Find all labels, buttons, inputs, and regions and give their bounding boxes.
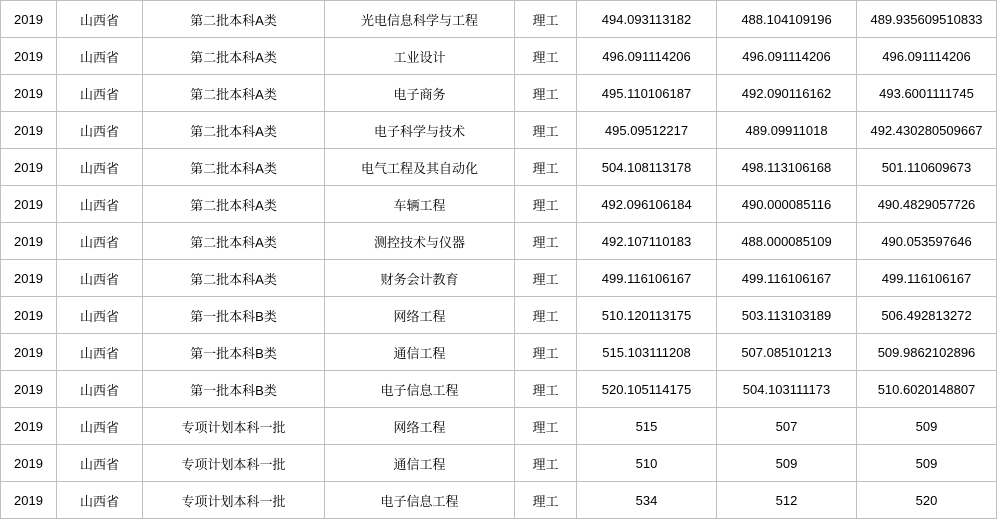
cell-major: 车辆工程: [325, 186, 515, 223]
cell-category: 理工: [515, 186, 577, 223]
cell-category: 理工: [515, 371, 577, 408]
cell-year: 2019: [1, 38, 57, 75]
table-row: [1, 223, 997, 260]
table-row: [1, 371, 997, 408]
table-body: [1, 1, 997, 519]
cell-batch: 专项计划本科一批: [143, 482, 325, 519]
table-row: [1, 482, 997, 519]
table-row: [1, 297, 997, 334]
cell-major: 网络工程: [325, 408, 515, 445]
cell-major: 光电信息科学与工程: [325, 1, 515, 38]
cell-year: 2019: [1, 297, 57, 334]
cell-major: 电子科学与技术: [325, 112, 515, 149]
cell-batch: 专项计划本科一批: [143, 445, 325, 482]
cell-min-score: 488.104109196: [717, 1, 857, 38]
cell-min-score: 504.103111173: [717, 371, 857, 408]
cell-batch: 第二批本科A类: [143, 112, 325, 149]
cell-year: 2019: [1, 149, 57, 186]
cell-province: 山西省: [57, 482, 143, 519]
cell-batch: 第二批本科A类: [143, 149, 325, 186]
cell-province: 山西省: [57, 334, 143, 371]
cell-max-score: 534: [577, 482, 717, 519]
cell-min-score: 507.085101213: [717, 334, 857, 371]
cell-avg-score: 499.116106167: [857, 260, 997, 297]
cell-avg-score: 510.6020148807: [857, 371, 997, 408]
cell-category: 理工: [515, 223, 577, 260]
cell-min-score: 503.113103189: [717, 297, 857, 334]
cell-max-score: 495.110106187: [577, 75, 717, 112]
cell-year: 2019: [1, 482, 57, 519]
cell-province: 山西省: [57, 112, 143, 149]
table-row: [1, 334, 997, 371]
cell-avg-score: 509: [857, 445, 997, 482]
table-row: [1, 408, 997, 445]
cell-year: 2019: [1, 1, 57, 38]
cell-batch: 第一批本科B类: [143, 371, 325, 408]
cell-major: 网络工程: [325, 297, 515, 334]
cell-max-score: 494.093113182: [577, 1, 717, 38]
cell-avg-score: 520: [857, 482, 997, 519]
cell-province: 山西省: [57, 371, 143, 408]
cell-province: 山西省: [57, 445, 143, 482]
cell-year: 2019: [1, 112, 57, 149]
cell-major: 电子信息工程: [325, 482, 515, 519]
cell-province: 山西省: [57, 260, 143, 297]
cell-min-score: 492.090116162: [717, 75, 857, 112]
cell-batch: 第一批本科B类: [143, 297, 325, 334]
cell-major: 工业设计: [325, 38, 515, 75]
cell-category: 理工: [515, 260, 577, 297]
cell-province: 山西省: [57, 38, 143, 75]
cell-avg-score: 489.935609510833: [857, 1, 997, 38]
table-row: [1, 38, 997, 75]
cell-avg-score: 490.053597646: [857, 223, 997, 260]
cell-max-score: 495.09512217: [577, 112, 717, 149]
cell-major: 电子商务: [325, 75, 515, 112]
cell-province: 山西省: [57, 408, 143, 445]
cell-avg-score: 496.091114206: [857, 38, 997, 75]
cell-year: 2019: [1, 223, 57, 260]
cell-min-score: 490.000085116: [717, 186, 857, 223]
cell-avg-score: 492.430280509667: [857, 112, 997, 149]
cell-category: 理工: [515, 445, 577, 482]
cell-category: 理工: [515, 149, 577, 186]
cell-max-score: 515.103111208: [577, 334, 717, 371]
cell-max-score: 499.116106167: [577, 260, 717, 297]
cell-major: 通信工程: [325, 334, 515, 371]
cell-major: 电气工程及其自动化: [325, 149, 515, 186]
cell-batch: 第二批本科A类: [143, 75, 325, 112]
cell-major: 通信工程: [325, 445, 515, 482]
cell-batch: 第二批本科A类: [143, 260, 325, 297]
cell-category: 理工: [515, 75, 577, 112]
cell-min-score: 488.000085109: [717, 223, 857, 260]
table-row: [1, 1, 997, 38]
cell-province: 山西省: [57, 186, 143, 223]
table-row: [1, 445, 997, 482]
cell-min-score: 499.116106167: [717, 260, 857, 297]
table-row: [1, 260, 997, 297]
cell-max-score: 515: [577, 408, 717, 445]
cell-avg-score: 506.492813272: [857, 297, 997, 334]
cell-max-score: 496.091114206: [577, 38, 717, 75]
cell-batch: 第二批本科A类: [143, 186, 325, 223]
cell-year: 2019: [1, 371, 57, 408]
cell-province: 山西省: [57, 149, 143, 186]
cell-category: 理工: [515, 112, 577, 149]
cell-avg-score: 501.110609673: [857, 149, 997, 186]
cell-min-score: 496.091114206: [717, 38, 857, 75]
cell-year: 2019: [1, 186, 57, 223]
cell-major: 电子信息工程: [325, 371, 515, 408]
cell-category: 理工: [515, 297, 577, 334]
table-row: [1, 186, 997, 223]
cell-category: 理工: [515, 334, 577, 371]
cell-province: 山西省: [57, 297, 143, 334]
cell-max-score: 504.108113178: [577, 149, 717, 186]
cell-category: 理工: [515, 482, 577, 519]
cell-min-score: 512: [717, 482, 857, 519]
table-row: [1, 149, 997, 186]
cell-year: 2019: [1, 445, 57, 482]
cell-max-score: 492.107110183: [577, 223, 717, 260]
cell-max-score: 520.105114175: [577, 371, 717, 408]
cell-min-score: 507: [717, 408, 857, 445]
cell-avg-score: 490.4829057726: [857, 186, 997, 223]
cell-max-score: 510.120113175: [577, 297, 717, 334]
cell-batch: 第一批本科B类: [143, 334, 325, 371]
table-row: [1, 112, 997, 149]
cell-avg-score: 509.9862102896: [857, 334, 997, 371]
cell-batch: 第二批本科A类: [143, 1, 325, 38]
cell-major: 财务会计教育: [325, 260, 515, 297]
table-row: [1, 75, 997, 112]
cell-min-score: 498.113106168: [717, 149, 857, 186]
cell-year: 2019: [1, 260, 57, 297]
cell-max-score: 492.096106184: [577, 186, 717, 223]
cell-avg-score: 493.6001111745: [857, 75, 997, 112]
cell-province: 山西省: [57, 75, 143, 112]
cell-batch: 第二批本科A类: [143, 38, 325, 75]
cell-year: 2019: [1, 334, 57, 371]
cell-batch: 专项计划本科一批: [143, 408, 325, 445]
cell-category: 理工: [515, 408, 577, 445]
cell-province: 山西省: [57, 1, 143, 38]
cell-category: 理工: [515, 38, 577, 75]
cell-avg-score: 509: [857, 408, 997, 445]
cell-max-score: 510: [577, 445, 717, 482]
cell-year: 2019: [1, 408, 57, 445]
cell-min-score: 489.09911018: [717, 112, 857, 149]
cell-year: 2019: [1, 75, 57, 112]
cell-province: 山西省: [57, 223, 143, 260]
cell-batch: 第二批本科A类: [143, 223, 325, 260]
cell-major: 测控技术与仪器: [325, 223, 515, 260]
cell-min-score: 509: [717, 445, 857, 482]
cell-category: 理工: [515, 1, 577, 38]
